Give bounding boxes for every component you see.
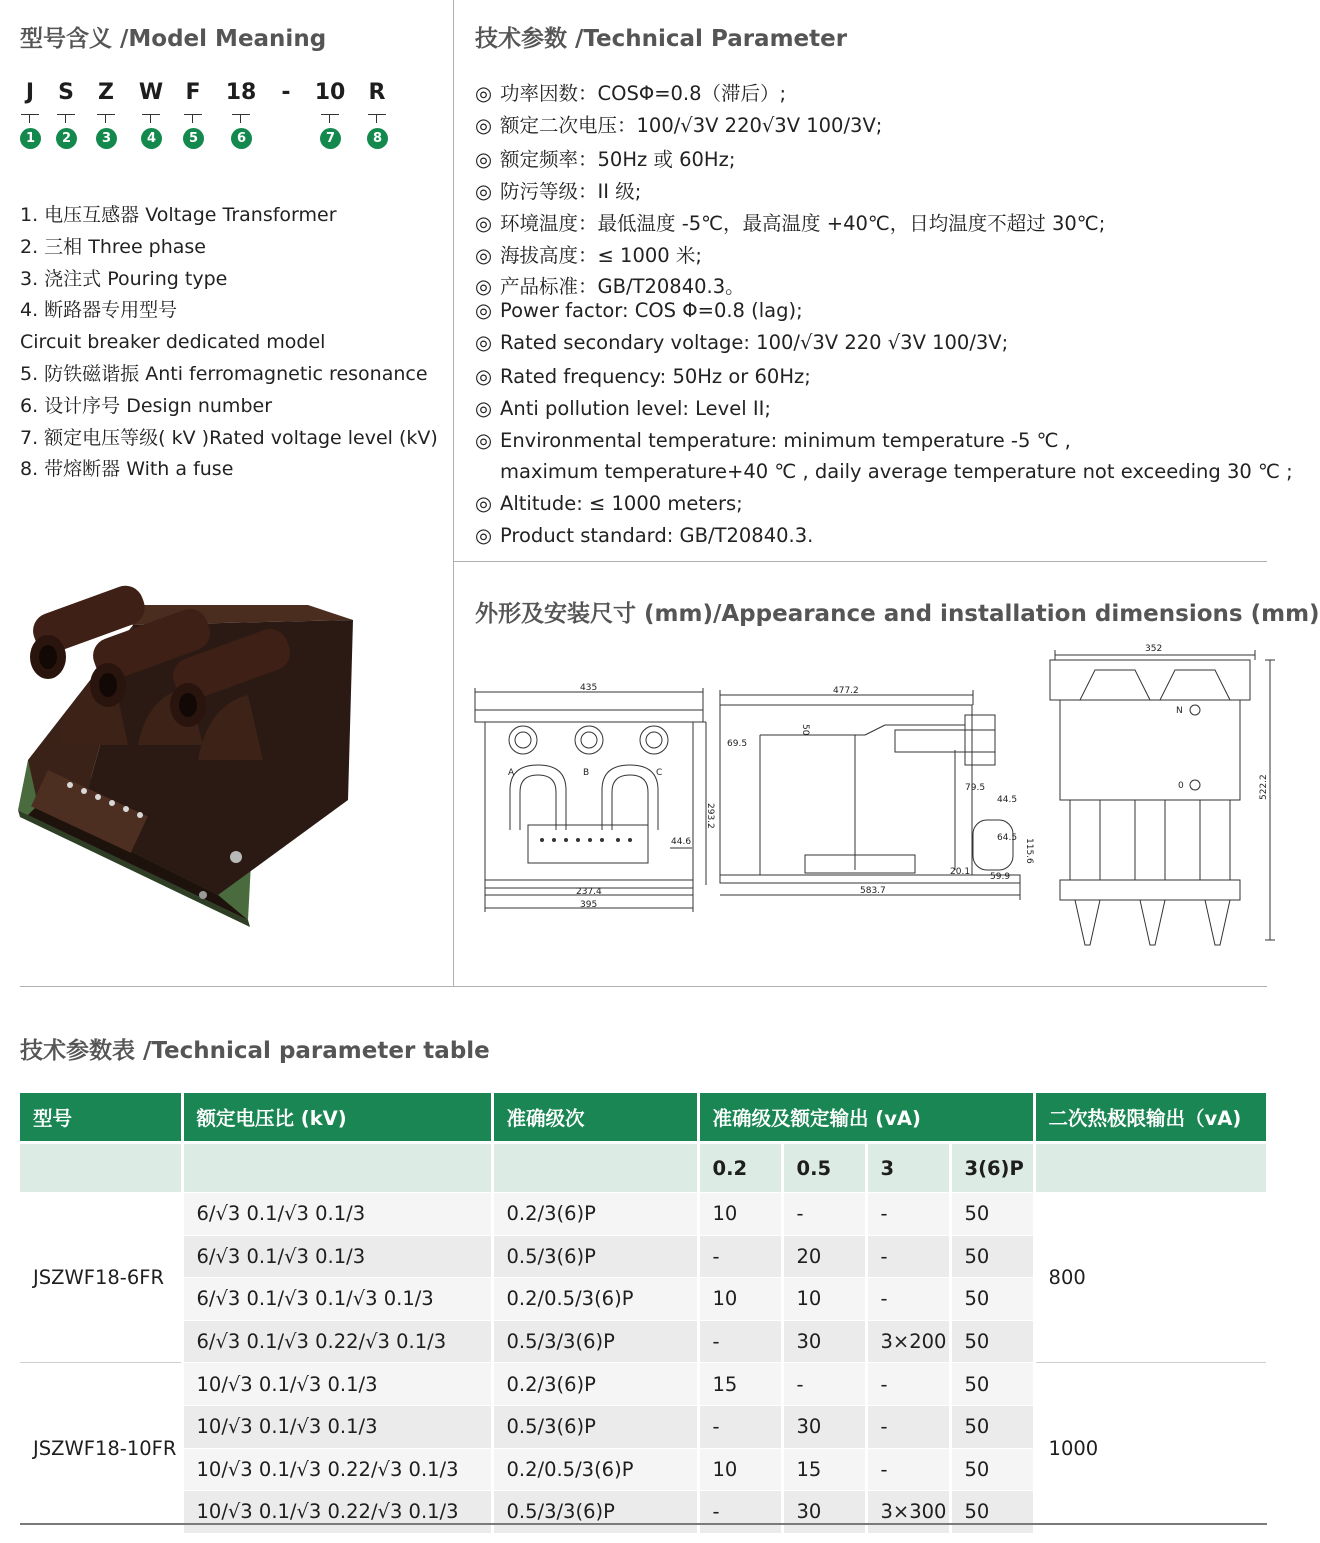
meaning-item: 5. 防铁磁谐振 Anti ferromagnetic resonance bbox=[20, 362, 428, 385]
header-thermal: 二次热极限输出（vA) bbox=[1034, 1093, 1267, 1143]
code-letter: - bbox=[281, 80, 291, 105]
meaning-item: Circuit breaker dedicated model bbox=[20, 331, 326, 354]
code-number-badge: 3 bbox=[96, 128, 117, 149]
param-item: ◎ 额定二次电压：100/√3V 220√3V 100/3V; bbox=[475, 114, 883, 137]
v36p-cell: 50 bbox=[950, 1405, 1034, 1448]
v36p-cell: 50 bbox=[950, 1235, 1034, 1278]
class-cell: 0.2/3(6)P bbox=[492, 1363, 698, 1406]
ratio-cell: 6/√3 0.1/√3 0.1/√3 0.1/3 bbox=[182, 1278, 492, 1321]
subheader-empty bbox=[1034, 1143, 1267, 1193]
class-cell: 0.5/3/3(6)P bbox=[492, 1320, 698, 1363]
v36p-cell: 50 bbox=[950, 1320, 1034, 1363]
code-tick bbox=[368, 114, 386, 123]
dim-side-44: 44.5 bbox=[997, 795, 1018, 805]
code-letter: J bbox=[25, 80, 35, 105]
table-row bbox=[20, 1363, 1267, 1406]
v3-cell: - bbox=[866, 1235, 950, 1278]
model-meaning-title: 型号含义 /Model Meaning bbox=[20, 26, 327, 52]
param-item: ◎ Altitude: ≤ 1000 meters; bbox=[475, 492, 743, 515]
right-section-divider bbox=[453, 561, 1267, 562]
table-subheader-row bbox=[20, 1143, 1267, 1193]
code-tick bbox=[142, 114, 160, 123]
param-item: ◎ Rated frequency: 50Hz or 60Hz; bbox=[475, 365, 811, 388]
label-0: 0 bbox=[1178, 781, 1184, 791]
v02-cell: - bbox=[698, 1405, 782, 1448]
param-item: ◎ Anti pollution level: Level II; bbox=[475, 397, 771, 420]
class-cell: 0.2/0.5/3(6)P bbox=[492, 1278, 698, 1321]
subheader-empty bbox=[20, 1143, 182, 1193]
ratio-cell: 6/√3 0.1/√3 0.1/3 bbox=[182, 1193, 492, 1236]
phase-b-label: B bbox=[583, 768, 590, 778]
param-item: ◎ 防污等级：II 级; bbox=[475, 180, 642, 203]
dim-side-115: 115.6 bbox=[1024, 838, 1034, 864]
code-tick bbox=[21, 114, 39, 123]
subheader-empty bbox=[492, 1143, 698, 1193]
param-item: maximum temperature+40 ℃ , daily average temperature not exceeding 30 ℃ ; bbox=[500, 460, 1293, 483]
v05-cell: 20 bbox=[782, 1235, 866, 1278]
dim-front-height: 293.2 bbox=[705, 803, 715, 829]
dim-side-20: 20.1 bbox=[950, 867, 971, 877]
v36p-cell: 50 bbox=[950, 1363, 1034, 1406]
v3-cell: - bbox=[866, 1448, 950, 1491]
code-letter: F bbox=[185, 80, 201, 105]
param-item: ◎ Product standard: GB/T20840.3. bbox=[475, 524, 814, 547]
dim-top-width: 352 bbox=[1145, 644, 1163, 654]
code-letter: W bbox=[138, 80, 164, 105]
code-tick bbox=[97, 114, 115, 123]
v02-cell: 10 bbox=[698, 1278, 782, 1321]
class-cell: 0.2/3(6)P bbox=[492, 1193, 698, 1236]
v3-cell: - bbox=[866, 1405, 950, 1448]
ratio-cell: 10/√3 0.1/√3 0.1/3 bbox=[182, 1405, 492, 1448]
code-number-badge: 6 bbox=[231, 128, 252, 149]
dim-front-width: 435 bbox=[580, 683, 598, 693]
dim-side-top: 477.2 bbox=[833, 686, 859, 696]
side-view-drawing bbox=[715, 680, 1035, 915]
v05-cell: - bbox=[782, 1363, 866, 1406]
product-photo bbox=[18, 595, 363, 925]
code-letter: 10 bbox=[314, 80, 346, 105]
thermal-cell: 1000 bbox=[1034, 1363, 1267, 1533]
param-item: ◎ 功率因数：COSΦ=0.8（滞后）; bbox=[475, 82, 787, 105]
header-class: 准确级次 bbox=[492, 1093, 698, 1143]
code-number-badge: 2 bbox=[56, 128, 77, 149]
dim-side-59: 59.9 bbox=[990, 872, 1011, 882]
table-header-row bbox=[20, 1093, 1267, 1143]
table-row bbox=[20, 1193, 1267, 1236]
phase-c-label: C bbox=[656, 768, 663, 778]
meaning-item: 8. 带熔断器 With a fuse bbox=[20, 458, 234, 481]
v05-cell: 30 bbox=[782, 1320, 866, 1363]
v05-cell: - bbox=[782, 1193, 866, 1236]
header-model: 型号 bbox=[20, 1093, 182, 1143]
header-ratio: 额定电压比 (kV) bbox=[182, 1093, 492, 1143]
meaning-item: 4. 断路器专用型号 bbox=[20, 299, 178, 322]
vertical-divider bbox=[453, 0, 454, 986]
code-tick bbox=[184, 114, 202, 123]
table-title: 技术参数表 /Technical parameter table bbox=[20, 1038, 490, 1064]
v3-cell: - bbox=[866, 1363, 950, 1406]
code-letter: 18 bbox=[225, 80, 257, 105]
class-cell: 0.5/3(6)P bbox=[492, 1235, 698, 1278]
technical-parameter-table bbox=[20, 1093, 1269, 1533]
thermal-cell: 800 bbox=[1034, 1193, 1267, 1363]
dim-side-64: 64.5 bbox=[997, 833, 1018, 843]
meaning-item: 2. 三相 Three phase bbox=[20, 235, 207, 258]
dim-side-bottom: 583.7 bbox=[860, 886, 886, 896]
param-item: ◎ 产品标准：GB/T20840.3。 bbox=[475, 275, 745, 298]
code-number-badge: 4 bbox=[141, 128, 162, 149]
meaning-item: 6. 设计序号 Design number bbox=[20, 394, 273, 417]
model-meaning-list bbox=[20, 200, 450, 486]
code-letter: R bbox=[368, 80, 386, 105]
header-output: 准确级及额定输出 (vA) bbox=[698, 1093, 1034, 1143]
ratio-cell: 10/√3 0.1/√3 0.22/√3 0.1/3 bbox=[182, 1448, 492, 1491]
v3-cell: - bbox=[866, 1193, 950, 1236]
dim-side-50: 50 bbox=[800, 724, 810, 736]
v05-cell: 30 bbox=[782, 1491, 866, 1533]
code-letter: Z bbox=[98, 80, 114, 105]
meaning-item: 1. 电压互感器 Voltage Transformer bbox=[20, 204, 337, 226]
code-number-badge: 8 bbox=[367, 128, 388, 149]
param-item: ◎ Rated secondary voltage: 100/√3V 220 √3V 100/3V; bbox=[475, 331, 1009, 354]
ratio-cell: 10/√3 0.1/√3 0.22/√3 0.1/3 bbox=[182, 1491, 492, 1533]
subheader-36p: 3(6)P bbox=[950, 1143, 1034, 1193]
v02-cell: 15 bbox=[698, 1363, 782, 1406]
param-item: ◎ 额定频率：50Hz 或 60Hz; bbox=[475, 148, 736, 171]
dim-side-69: 69.5 bbox=[727, 739, 748, 749]
code-number-badge: 7 bbox=[320, 128, 341, 149]
meaning-item: 3. 浇注式 Pouring type bbox=[20, 267, 228, 290]
ratio-cell: 6/√3 0.1/√3 0.1/3 bbox=[182, 1235, 492, 1278]
label-n: N bbox=[1176, 706, 1183, 716]
v3-cell: 3×200 bbox=[866, 1320, 950, 1363]
v36p-cell: 50 bbox=[950, 1448, 1034, 1491]
v02-cell: - bbox=[698, 1320, 782, 1363]
front-view-drawing bbox=[470, 680, 715, 915]
code-tick bbox=[321, 114, 339, 123]
dim-top-height: 522.2 bbox=[1259, 774, 1269, 800]
table-bottom-rule bbox=[20, 1523, 1267, 1525]
param-item: ◎ Environmental temperature: minimum temperature -5 ℃ , bbox=[475, 429, 1071, 452]
ratio-cell: 10/√3 0.1/√3 0.1/3 bbox=[182, 1363, 492, 1406]
subheader-3: 3 bbox=[866, 1143, 950, 1193]
v36p-cell: 50 bbox=[950, 1193, 1034, 1236]
meaning-item: 7. 额定电压等级( kV )Rated voltage level (kV) bbox=[20, 426, 438, 449]
code-number-badge: 1 bbox=[20, 128, 41, 149]
page-section-divider bbox=[20, 986, 1267, 987]
class-cell: 0.5/3/3(6)P bbox=[492, 1491, 698, 1533]
v02-cell: - bbox=[698, 1491, 782, 1533]
class-cell: 0.5/3(6)P bbox=[492, 1405, 698, 1448]
param-item: ◎ 环境温度：最低温度 -5℃，最高温度 +40℃，日均温度不超过 30℃; bbox=[475, 212, 1106, 235]
subheader-empty bbox=[182, 1143, 492, 1193]
ratio-cell: 6/√3 0.1/√3 0.22/√3 0.1/3 bbox=[182, 1320, 492, 1363]
subheader-02: 0.2 bbox=[698, 1143, 782, 1193]
code-letter: S bbox=[58, 80, 74, 105]
code-number-badge: 5 bbox=[183, 128, 204, 149]
v36p-cell: 50 bbox=[950, 1278, 1034, 1321]
param-item: ◎ 海拔高度：≤ 1000 米; bbox=[475, 244, 702, 267]
dim-side-79: 79.5 bbox=[965, 783, 986, 793]
dimensions-title: 外形及安装尺寸 (mm)/Appearance and installation dimensions (mm) bbox=[475, 601, 1320, 627]
code-tick bbox=[57, 114, 75, 123]
param-item: ◎ Power factor: COS Φ=0.8 (lag); bbox=[475, 299, 803, 322]
phase-a-label: A bbox=[508, 768, 515, 778]
subheader-05: 0.5 bbox=[782, 1143, 866, 1193]
v02-cell: 10 bbox=[698, 1448, 782, 1491]
technical-parameter-title: 技术参数 /Technical Parameter bbox=[475, 26, 848, 52]
v02-cell: 10 bbox=[698, 1193, 782, 1236]
v05-cell: 30 bbox=[782, 1405, 866, 1448]
v02-cell: - bbox=[698, 1235, 782, 1278]
v05-cell: 15 bbox=[782, 1448, 866, 1491]
model-cell: JSZWF18-10FR bbox=[20, 1363, 182, 1533]
v05-cell: 10 bbox=[782, 1278, 866, 1321]
v3-cell: - bbox=[866, 1278, 950, 1321]
code-tick bbox=[232, 114, 250, 123]
v36p-cell: 50 bbox=[950, 1491, 1034, 1533]
model-cell: JSZWF18-6FR bbox=[20, 1193, 182, 1363]
top-view-drawing bbox=[1040, 640, 1280, 965]
dim-front-side: 44.6 bbox=[671, 837, 692, 847]
v3-cell: 3×300 bbox=[866, 1491, 950, 1533]
class-cell: 0.2/0.5/3(6)P bbox=[492, 1448, 698, 1491]
dim-front-bottom-inner: 237.4 bbox=[576, 887, 602, 897]
dim-front-bottom-outer: 395 bbox=[580, 900, 598, 910]
